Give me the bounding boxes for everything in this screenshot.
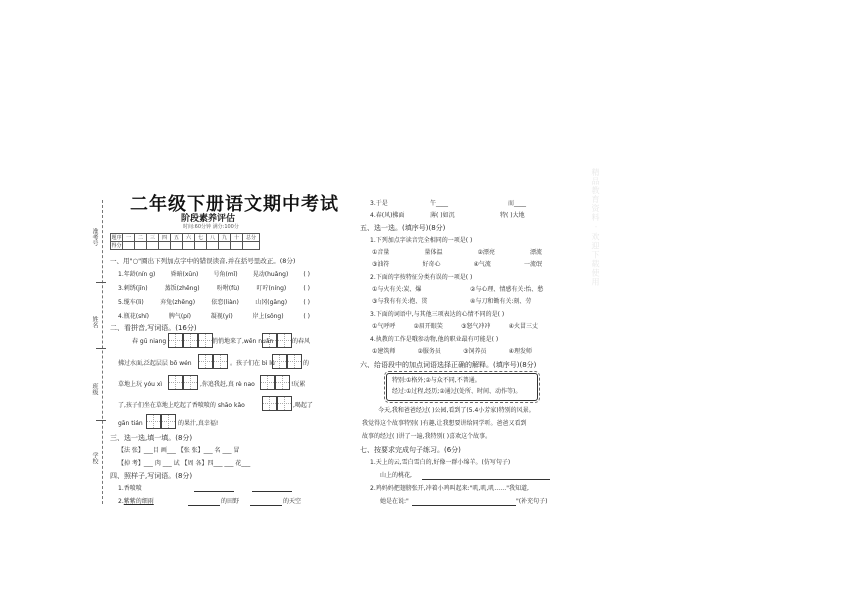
s1-item: 吩咐(fù) [216, 285, 240, 292]
s2-text: 春 gū niang [132, 338, 167, 345]
option[interactable]: ①气呼呼 [372, 323, 396, 330]
option[interactable]: ③饲养员 [463, 348, 487, 355]
answer-paren[interactable]: ( ) [303, 285, 310, 292]
s2-text: !玩累 [291, 381, 306, 388]
s6-para-3: 故事的经过( )讲了一遍,我特别( )喜欢这个故事。 [362, 433, 492, 440]
r-top-2c[interactable]: 特( )大地 [500, 212, 525, 219]
pinyin-boxes[interactable] [260, 375, 290, 390]
definition-box [386, 373, 538, 401]
s5-q1-opts-b [372, 261, 542, 269]
s5-q4: 4.执教的工作是哦参动物,他的职业最有可能是( ) [370, 336, 499, 343]
option: 一流氓 [523, 261, 542, 268]
option[interactable]: ②与心理、情感有关:怡、愁 [470, 286, 544, 293]
definition-2: 经过:①过程,经历;②通过(处所、时间、动作等)。 [392, 388, 522, 395]
definition-1: 特别:①格外;②与众不同,不普通。 [392, 377, 481, 384]
s5-q1-opts-a [372, 249, 542, 257]
s2-text: 了,孩子们坐在草地上吃起了香喷喷的 shāo kǎo [118, 402, 245, 409]
option[interactable]: ②眉开眼笑 [413, 323, 443, 330]
score-header: 三 [147, 234, 159, 242]
s1-item: 号角(mǐ) [213, 271, 238, 278]
pinyin-boxes[interactable] [146, 414, 176, 429]
s1-item: 山冈(gāng) [255, 299, 288, 306]
s2-text: 的 [303, 360, 310, 367]
score-table [110, 233, 260, 250]
score-cell[interactable] [243, 242, 260, 250]
s2-text: 拂过水面,泛起层层 bō wén [118, 360, 192, 367]
s7-q1-answer: 山上的桃花, [380, 472, 412, 479]
answer-blank[interactable] [250, 505, 282, 506]
binding-class: 班级 [91, 383, 98, 395]
s1-item: 叮咛(níng) [256, 285, 287, 292]
binding-tick-3 [96, 420, 106, 421]
s1-item: 岸上(sǒng) [252, 313, 284, 320]
binding-name: 姓名 [91, 316, 98, 328]
score-header: 一 [123, 234, 135, 242]
r-top-1c[interactable]: 而____ [508, 200, 527, 207]
s1-item: 凝视(yí) [210, 313, 233, 320]
score-cell[interactable] [135, 242, 147, 250]
score-header: 五 [171, 234, 183, 242]
score-cell[interactable] [159, 242, 171, 250]
section-6-heading: 六、给语段中的加点词语选择正确的解释。(填序号)(8分) [360, 361, 537, 369]
s6-para-1: 今天,我和爸爸经过( )公园,看到了(5.4小芳家)特别的风景。 [378, 407, 535, 414]
s7-q2-c: "(补充句子) [516, 498, 548, 505]
score-table-header [111, 234, 260, 242]
pinyin-boxes[interactable] [168, 375, 198, 390]
s1-row-2 [118, 285, 310, 293]
pinyin-boxes[interactable] [262, 333, 292, 348]
s7-q2: 2.鸡妈妈把翅膀张开,冲着小鸡叫起来:"叽,叽,叽……"我知道, [370, 485, 529, 492]
score-table-row [111, 242, 260, 250]
score-cell[interactable] [231, 242, 243, 250]
s5-q3: 3.下面的词语中,与其他三项表达的心情不同的是( ) [370, 311, 505, 318]
option: 量体温 [424, 249, 443, 256]
answer-paren[interactable]: ( ) [303, 271, 310, 278]
score-header: 八 [207, 234, 219, 242]
score-header: 七 [195, 234, 207, 242]
answer-blank[interactable] [194, 491, 234, 492]
option[interactable]: ④气流 [473, 261, 491, 268]
answer-paren[interactable]: ( ) [303, 299, 310, 306]
option[interactable]: ①与火有关:炭、爆 [372, 286, 422, 293]
option: 漂流 [529, 249, 542, 256]
section-5-heading: 五、选一选。(填序号)(8分) [360, 224, 446, 232]
score-cell[interactable] [207, 242, 219, 250]
option[interactable]: ②服务员 [417, 348, 441, 355]
s2-text: gān tián [118, 420, 143, 427]
s4-text: 的天空 [283, 498, 302, 505]
s4-example: 紫紫的细雨 [123, 498, 154, 505]
s5-q1: 1.下列加点字读音完全相同的一项是( ) [370, 237, 473, 244]
score-cell[interactable] [183, 242, 195, 250]
option: 好奇心 [422, 261, 441, 268]
r-top-2: 4.春(风)拂面 [370, 212, 405, 219]
binding-tick-2 [96, 348, 106, 349]
s1-row-1 [118, 271, 310, 279]
answer-paren[interactable]: ( ) [303, 313, 310, 320]
s6-para-2: 我觉得这个故事特别( )有趣,让我想要讲给同学听。爸爸又看到 [362, 420, 527, 427]
section-3-heading: 三、选一选,填一填。(8分) [110, 434, 193, 442]
r-top-1: 3.于是 [370, 200, 388, 207]
option[interactable]: ③怒气冲冲 [461, 323, 491, 330]
page-subtitle: 阶段素养评估 [181, 214, 236, 224]
s1-item: 1.年龄(nín g) [118, 271, 156, 278]
section-7-heading: 七、按要求完成句子练习。(6分) [360, 446, 461, 454]
option[interactable]: ③与我有有关:抱、贯 [372, 298, 428, 305]
s2-text: 的果汁,真幸福! [178, 420, 219, 427]
section-4-heading: 四、照样子,写词语。(8分) [110, 472, 193, 480]
score-header: 二 [135, 234, 147, 242]
s2-text: 的春风 [292, 338, 311, 345]
score-header: 总分 [243, 234, 260, 242]
pinyin-boxes[interactable] [168, 333, 213, 348]
s4-line-2 [118, 498, 154, 506]
score-header: 六 [183, 234, 195, 242]
binding-exam-no: 准考号 [91, 228, 98, 246]
s5-q2: 2.下面的字按特征分类有误的一项是( ) [370, 274, 473, 281]
s4-num: 2. [118, 498, 124, 505]
score-cell[interactable] [147, 242, 159, 250]
score-header: 十 [231, 234, 243, 242]
s2-text: 。孩子们在 bì lǜ [230, 360, 275, 367]
s1-item: 弃兔(zhēng) [160, 299, 196, 306]
answer-line[interactable] [422, 479, 550, 480]
option[interactable]: ①音量 [372, 249, 390, 256]
option[interactable]: ①建筑师 [372, 348, 396, 355]
pinyin-boxes[interactable] [262, 396, 292, 411]
s1-item: 4.瓶花(shí) [118, 313, 150, 320]
s7-q2-b: 她是在说:" [380, 498, 409, 505]
score-row-label: 得分 [111, 242, 122, 249]
section-1-heading: 一、用"○"圈出下列加点字中的错误读音,并在括号里改正。(8分) [110, 257, 296, 265]
binding-tick-1 [96, 282, 106, 283]
exam-note: 时间:60分钟 满分:100分 [183, 224, 239, 230]
s1-row-4 [118, 313, 310, 321]
s1-item: 昏暗(xūn) [170, 271, 199, 278]
page-title: 二年级下册语文期中考试 [130, 194, 339, 215]
watermark: 精品教育资料 · 欢迎下载使用 [591, 168, 600, 287]
s7-q1: 1.天上的云,雪白雪白的,好像一群小绵羊。(仿写句子) [370, 459, 511, 466]
section-2-heading: 二、看拼音,写词语。(16分) [110, 324, 197, 332]
s5-q3-opts [372, 323, 538, 331]
s2-text: 悄悄地来了,wēn nuǎn [212, 338, 274, 345]
score-header: 题序 [111, 234, 122, 241]
r-top-2b[interactable]: 薄( )如沉 [430, 212, 455, 219]
binding-line [102, 200, 103, 504]
s1-item: 5.缆车(lì) [118, 299, 144, 306]
option[interactable]: ③油符 [372, 261, 390, 268]
s3-row-2[interactable]: 【掉 考】___ 肉 ___ 试 【周 各】四___ ___ 花___ [118, 460, 251, 467]
pinyin-boxes[interactable] [272, 354, 302, 369]
option[interactable]: ④火冒三丈 [508, 323, 538, 330]
option[interactable]: ④与刀和锄有关:刻、劳 [470, 298, 532, 305]
score-cell[interactable] [219, 242, 231, 250]
s2-text: ,你追我赶,真 rè nao [200, 381, 255, 388]
s2-text: 草地上玩 yóu xì [118, 381, 163, 388]
s1-item: 脾气(pí) [168, 313, 191, 320]
r-top-1b[interactable]: 午____ [430, 200, 449, 207]
s5-q4-opts [372, 348, 532, 356]
option[interactable]: ②漂亮 [477, 249, 495, 256]
score-header: 九 [219, 234, 231, 242]
s1-item: 蒸饭(zhēng) [164, 285, 200, 292]
s2-text: ,喝起了 [293, 402, 313, 409]
score-header: 四 [159, 234, 171, 242]
s3-row-1[interactable]: 【法 张】___目 画___ 【张 张】___ 名 ___ 冒 [118, 447, 240, 454]
s4-line-1: 1.香喷喷 [118, 485, 142, 492]
s1-row-3 [118, 299, 310, 307]
pinyin-boxes[interactable] [198, 354, 228, 369]
option[interactable]: ④理发师 [508, 348, 532, 355]
score-cell[interactable] [171, 242, 183, 250]
binding-school: 学校 [91, 452, 98, 464]
s1-item: 晃动(huǎng) [252, 271, 289, 278]
score-cell[interactable] [123, 242, 135, 250]
s1-item: 3.刺绣(jīn) [118, 285, 148, 292]
answer-line[interactable] [412, 505, 516, 506]
answer-blank[interactable] [188, 505, 220, 506]
answer-blank[interactable] [252, 491, 292, 492]
s4-text: 的田野 [221, 498, 240, 505]
score-cell[interactable] [195, 242, 207, 250]
s1-item: 依恋(liàn) [211, 299, 239, 306]
